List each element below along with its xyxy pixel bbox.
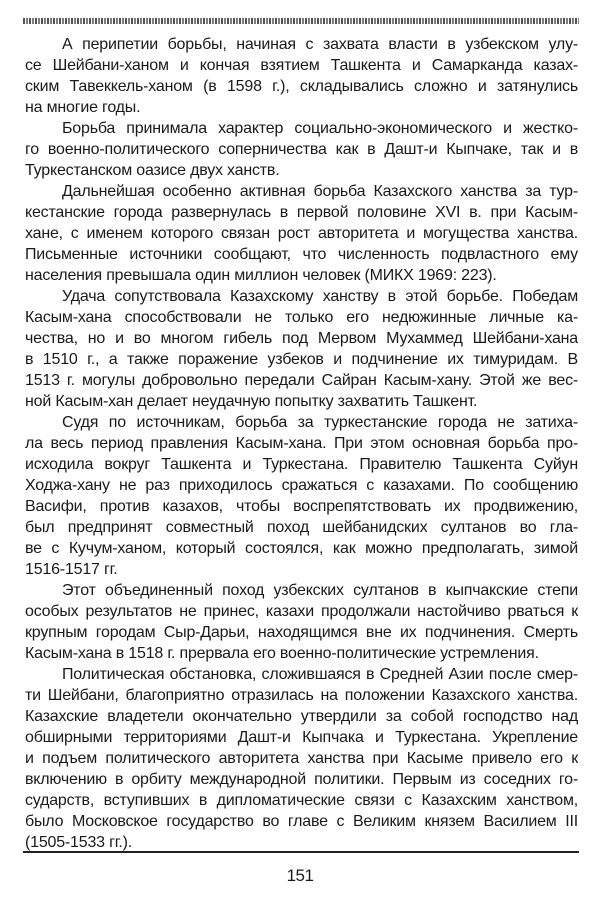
text-line: Касым-хана способствовали не только его недюжинные личные ка- — [25, 309, 578, 326]
text-line: ве с Кучум-ханом, который состоялся, как можно предполагать, зимой — [25, 540, 578, 557]
footer-rule — [23, 851, 579, 853]
text-line: (1505-1533 гг.). — [25, 834, 133, 851]
text-line: Ходжа-хану не раз приходилось сражаться с казахами. По сообщению — [25, 477, 578, 494]
text-line: обширными территориями Дашт-и Кыпчака и Туркестана. Укрепление — [25, 729, 578, 746]
text-line: Удача сопутствовала Казахскому ханству в этой борьбе. Победам — [62, 288, 578, 305]
paragraph — [25, 580, 578, 664]
text-line: и подъем политического авторитета ханства при Касыме привело его к — [25, 750, 578, 767]
text-line: 1513 г. могулы добровольно передали Сайран Касым-хану. Этой же вес- — [25, 372, 578, 389]
text-line: ной Касым-хан делает неудачную попытку захватить Ташкент. — [25, 393, 478, 410]
paragraph — [25, 664, 578, 853]
text-line: Васифи, против казахов, чтобы воспрепятствовать их продвижению, — [25, 498, 578, 515]
paragraph — [25, 118, 578, 181]
text-line: особых результатов не принес, казахи продолжали настойчиво рваться к — [25, 603, 578, 620]
text-line: Политическая обстановка, сложившаяся в Средней Азии после смер- — [62, 666, 578, 683]
header-ornament — [23, 18, 579, 24]
text-line: ским Тавеккель-ханом (в 1598 г.), складывались сложно и затянулись — [25, 78, 578, 95]
text-line: чества, но и во многом гибель под Мервом Мухаммед Шейбани-хана — [25, 330, 578, 347]
text-line: ти Шейбани, благоприятно отразилась на положении Казахского ханства. — [25, 687, 578, 704]
paragraph — [25, 286, 578, 412]
text-line: Туркестанском оазисе двух ханств. — [25, 162, 280, 179]
text-line: крупным городам Сыр-Дарьи, находящимся вне их подчинения. Смерть — [25, 624, 578, 641]
text-line: Письменные источники сообщают, что численность подвластного ему — [25, 246, 578, 263]
text-line: Касым-хана в 1518 г. прервала его военно-политические устремления. — [25, 645, 539, 662]
paragraph — [25, 181, 578, 286]
text-line: населения превышала один миллион человек (МИКХ 1969: 223). — [25, 267, 497, 284]
text-line: Борьба принимала характер социально-экономического и жестко- — [62, 120, 578, 137]
text-line: кестанские города развернулась в первой половине XVI в. при Касым- — [25, 204, 578, 221]
text-line: исходила вокруг Ташкента и Туркестана. Правителю Ташкента Суйун — [25, 456, 578, 473]
text-line: на многие годы. — [25, 99, 141, 116]
text-line: се Шейбани-ханом и кончая взятием Ташкента и Самарканда казах- — [25, 57, 578, 74]
paragraph — [25, 412, 578, 580]
text-line: был предпринят совместный поход шейбанидских султанов во гла- — [25, 519, 578, 536]
text-line: 1516-1517 гг. — [25, 561, 118, 578]
text-line: включению в орбиту международной политики. Первым из соседних го- — [25, 771, 578, 788]
text-line: сударств, вступивших в дипломатические связи с Казахским ханством, — [25, 792, 578, 809]
text-line: Дальнейшая особенно активная борьба Казахского ханства за тур- — [62, 183, 578, 200]
text-line: А перипетии борьбы, начиная с захвата власти в узбекском улу- — [62, 36, 578, 53]
body-text — [25, 34, 578, 853]
text-line: в 1510 г., а также поражение узбеков и подчинение их тимуридам. В — [25, 351, 578, 368]
text-line: было Московское государство во главе с Великим князем Василием III — [25, 813, 578, 830]
text-line: ла весь период правления Касым-хана. При этом основная борьба про- — [25, 435, 578, 452]
page-number: 151 — [286, 866, 314, 885]
text-line: Этот объединенный поход узбекских султанов в кыпчакские степи — [62, 582, 578, 599]
text-line: Судя по источникам, борьба за туркестанские города не затиха- — [62, 414, 578, 431]
text-line: Казахские владетели окончательно утвердили за собой господство над — [25, 708, 578, 725]
paragraph — [25, 34, 578, 118]
text-line: го военно-политического соперничества как в Дашт-и Кыпчаке, так и в — [25, 141, 578, 158]
text-line: хане, с именем которого связан рост авторитета и могущества ханства. — [25, 225, 578, 242]
